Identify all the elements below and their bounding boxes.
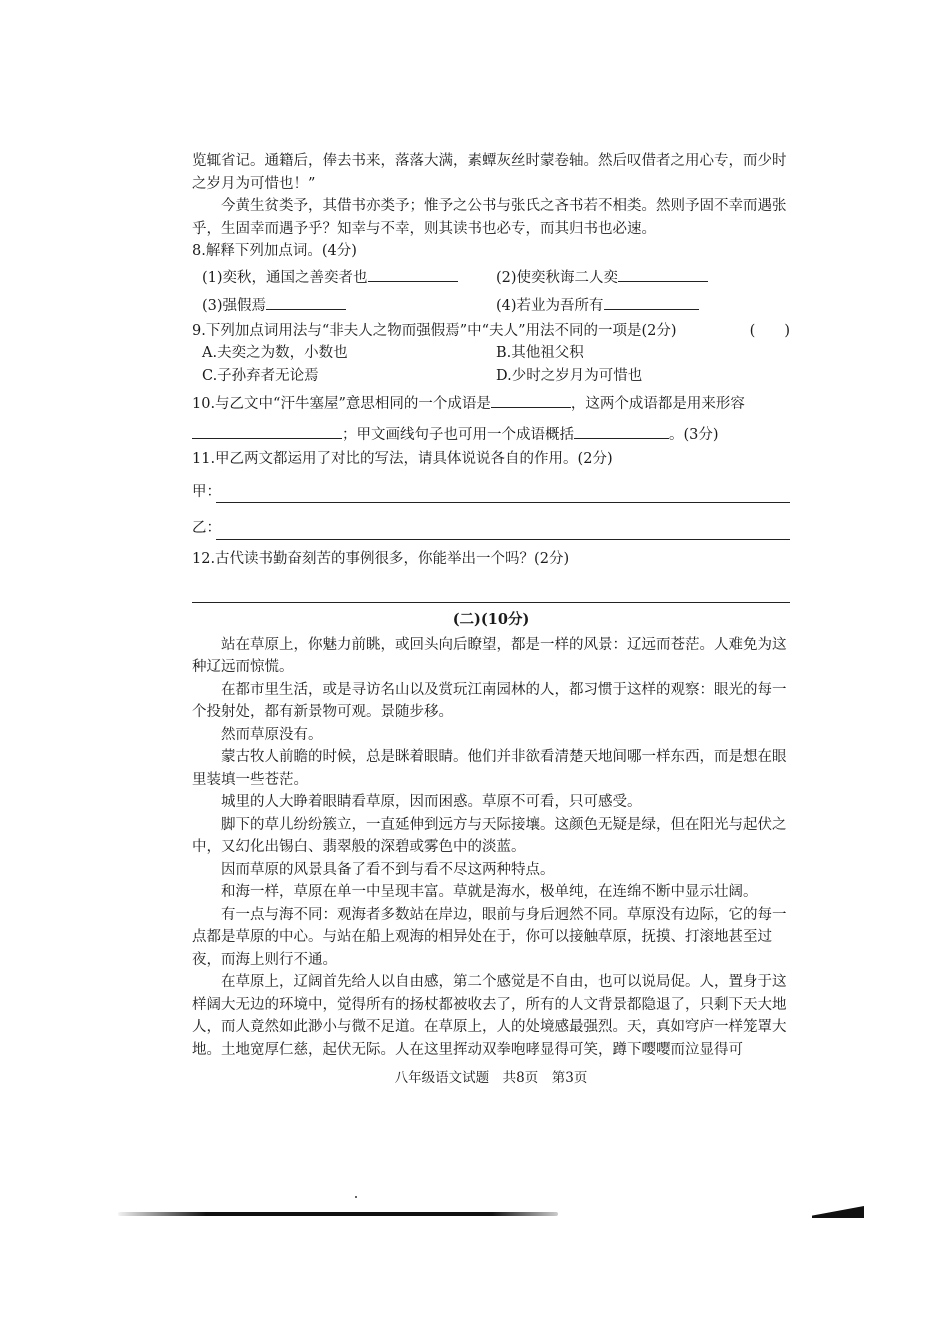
q10-part-4: 。(3分)	[669, 426, 719, 443]
q10-line-2	[192, 424, 790, 447]
q11-title: 11.甲乙两文都运用了对比的写法，请具体说说各自的作用。(2分)	[192, 451, 613, 467]
q8-row-2	[202, 295, 790, 318]
q8-item-4: (4)若业为吾所有	[496, 298, 604, 314]
passage2-para-3: 然而草原没有。	[221, 726, 323, 743]
q11-label-b: 乙：	[192, 520, 221, 536]
scan-speck	[355, 1196, 357, 1198]
passage2-para-4: 蒙古牧人前瞻的时候，总是眯着眼睛。他们并非欲看清楚天地间哪一样东西，而是想在眼里装填一些苍茫。	[192, 749, 787, 788]
q9-option-d[interactable]: D.少时之岁月为可惜也	[496, 367, 643, 384]
passage2-para-7: 因而草原的风景具备了看不到与看不尽这两种特点。	[221, 861, 555, 878]
passage-top-para-1: 览辄省记。通籍后，俸去书来，落落大满，素蟫灰丝时蒙卷轴。然后叹借者之用心专，而少时之岁月为可惜也！”	[192, 153, 787, 192]
q8-item-2: (2)使奕秋诲二人奕	[496, 269, 619, 286]
q10-part-2: ，这两个成语都是用来形容	[570, 396, 745, 412]
q10-blank-1[interactable]	[491, 393, 571, 408]
q11-line-b[interactable]	[216, 523, 790, 540]
q10-blank-2[interactable]	[192, 424, 342, 439]
passage2-para-8: 和海一样，草原在单一中呈现丰富。草就是海水，极单纯，在连绵不断中显示壮阔。	[221, 884, 758, 900]
q8-item-1: (1)奕秋，通国之善奕者也	[202, 269, 368, 286]
q8-item-3: (3)强假焉	[202, 298, 267, 314]
q12-answer-line[interactable]	[192, 582, 790, 603]
q8-blank-4[interactable]	[604, 295, 699, 310]
q10-part-1: 10.与乙文中“汗牛塞屋”意思相同的一个成语是	[192, 396, 491, 412]
passage2-para-6: 脚下的草儿纷纷簇立，一直延伸到远方与天际接壤。这颜色无疑是绿，但在阳光与起伏之中，又幻化出锡白、翡翠般的深碧或雾色中的淡蓝。	[192, 816, 787, 855]
q9-option-a[interactable]: A.夫奕之为数，小数也	[202, 345, 348, 361]
exam-page	[192, 150, 790, 1103]
q11-line-a[interactable]	[216, 486, 790, 503]
passage2-para-1: 站在草原上，你魅力前眺，或回头向后瞭望，都是一样的风景：辽远而苍茫。人难免为这种辽远而惊慌。	[192, 636, 787, 675]
passage2-para-9: 有一点与海不同：观海者多数站在岸边，眼前与身后迥然不同。草原没有边际，它的每一点都是草原的中心。与站在船上观海的相异处在于，你可以接触草原，抚摸、打滚地甚至过夜，而海上则行不通。	[192, 906, 787, 968]
q8-blank-2[interactable]	[618, 267, 708, 282]
q9-option-b[interactable]: B.其他祖父积	[496, 345, 584, 361]
q12-title: 12.古代读书勤奋刻苦的事例很多，你能举出一个吗？(2分)	[192, 550, 570, 567]
passage2-para-10: 在草原上，辽阔首先给人以自由感，第二个感觉是不自由，也可以说局促。人，置身于这样阔大无边的环境中，觉得所有的扬杖都被收去了，所有的人文背景都隐退了，只剩下天大地人，而人竟然如此渺小与微不足道。在草原上，人的处境感最强烈。天，真如穹庐一样笼罩大地。土地宽厚仁慈，起伏无际。人在这里挥动双拳咆哮显得可笑，蹲下嘤嘤而泣显得可	[192, 974, 787, 1058]
q10-blank-3[interactable]	[574, 424, 669, 439]
passage2-para-2: 在都市里生活，或是寻访名山以及赏玩江南园林的人，都习惯于这样的观察：眼光的每一个投射处，都有新景物可观。景随步移。	[192, 681, 787, 720]
q10-part-3: ；甲文画线句子也可用一个成语概括	[342, 426, 574, 443]
q9-title: 9.下列加点词用法与“非夫人之物而强假焉”中“夫人”用法不同的一项是(2分)	[192, 322, 677, 339]
section-2-heading: (二)(10分)	[452, 611, 530, 628]
q9-answer-bracket[interactable]: ( )	[749, 322, 790, 339]
q9-options-row-2	[202, 365, 790, 388]
q8-blank-3[interactable]	[266, 295, 346, 310]
q11-answer-b[interactable]	[192, 517, 790, 540]
page-footer: 八年级语文试题 共8页 第3页	[394, 1070, 588, 1086]
scan-artifact-corner	[812, 1206, 864, 1218]
q8-row-1	[202, 267, 790, 290]
q8-blank-1[interactable]	[368, 267, 458, 282]
q8-title: 8.解释下列加点词。(4分)	[192, 243, 357, 259]
passage2-para-5: 城里的人大睁着眼睛看草原，因而困惑。草原不可看，只可感受。	[221, 794, 642, 810]
q11-label-a: 甲：	[192, 483, 221, 500]
q9-option-c[interactable]: C.子孙弃者无论焉	[202, 367, 319, 384]
passage-top-para-2: 今黄生贫类予，其借书亦类予；惟予之公书与张氏之吝书若不相类。然则予固不幸而遇张乎，生固幸而遇予乎？知幸与不幸，则其读书也必专，而其归书也必速。	[192, 198, 787, 237]
q11-answer-a[interactable]	[192, 481, 790, 504]
q10-line-1	[192, 393, 790, 416]
q9-title-row	[192, 320, 790, 343]
q9-options-row-1	[202, 342, 790, 365]
scan-artifact-bar	[118, 1212, 558, 1216]
